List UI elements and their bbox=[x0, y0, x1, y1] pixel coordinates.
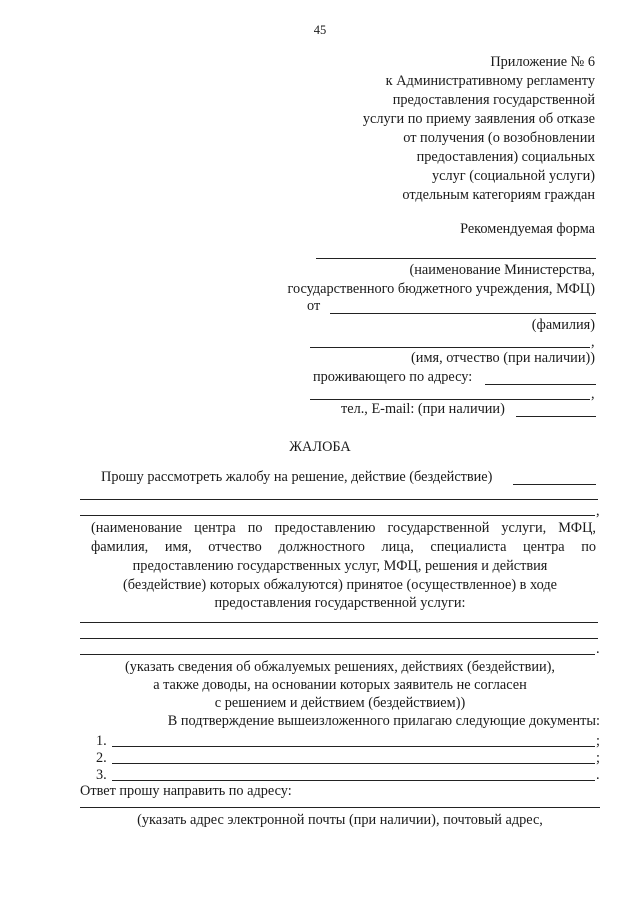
ministry-caption: государственного бюджетного учреждения, МФЦ) bbox=[287, 281, 595, 297]
doc-field-1[interactable] bbox=[112, 746, 595, 747]
semicolon: ; bbox=[596, 750, 600, 766]
address-field[interactable] bbox=[485, 384, 596, 385]
decision-field[interactable] bbox=[80, 622, 598, 623]
surname-field[interactable] bbox=[330, 313, 596, 314]
appendix-line: предоставления) социальных bbox=[416, 149, 595, 165]
center-caption: предоставлению государственных услуг, МФЦ, решения и действия bbox=[132, 558, 548, 574]
form-note: Рекомендуемая форма bbox=[460, 221, 595, 237]
appendix-line: услуги по приему заявления об отказе bbox=[362, 111, 595, 127]
doc-field-2[interactable] bbox=[112, 763, 595, 764]
request-field-3[interactable] bbox=[80, 515, 595, 516]
semicolon: ; bbox=[596, 733, 600, 749]
from-label: от bbox=[307, 298, 321, 314]
doc-item-number: 1. bbox=[96, 733, 107, 749]
appendix-line: предоставления государственной bbox=[392, 92, 595, 108]
appendix-line: к Административному регламенту bbox=[385, 73, 595, 89]
center-caption: предоставления государственной услуги: bbox=[214, 595, 466, 611]
center-caption: (бездействие) которых обжалуются) принятое (осуществленное) в ходе bbox=[123, 577, 557, 593]
decisions-caption: с решением и действием (бездействием)) bbox=[214, 695, 466, 711]
ministry-caption: (наименование Министерства, bbox=[409, 262, 595, 278]
address-field-2[interactable] bbox=[310, 399, 590, 400]
response-address-field[interactable] bbox=[80, 807, 600, 808]
doc-item-number: 3. bbox=[96, 767, 107, 783]
appendix-line: отдельным категориям граждан bbox=[402, 187, 595, 203]
center-caption: (наименование центра по предоставлению государственной услуги, МФЦ, bbox=[91, 520, 596, 536]
center-caption: фамилия, имя, отчество должностного лица, специалиста центра по bbox=[91, 539, 596, 555]
decisions-caption: (указать сведения об обжалуемых решениях, действиях (бездействии), bbox=[124, 659, 556, 675]
phone-field[interactable] bbox=[516, 416, 596, 417]
documents-intro: В подтверждение вышеизложенного прилагаю следующие документы: bbox=[167, 713, 600, 729]
response-label: Ответ прошу направить по адресу: bbox=[80, 783, 292, 799]
surname-caption: (фамилия) bbox=[531, 317, 595, 333]
document-title: ЖАЛОБА bbox=[289, 439, 351, 455]
request-line: Прошу рассмотреть жалобу на решение, действие (бездействие) bbox=[101, 469, 493, 485]
comma: , bbox=[596, 503, 600, 519]
name-caption: (имя, отчество (при наличии)) bbox=[411, 350, 595, 366]
request-field[interactable] bbox=[513, 484, 596, 485]
appendix-line: от получения (о возобновлении bbox=[403, 130, 595, 146]
ministry-name-field[interactable] bbox=[316, 258, 596, 259]
decision-field-3[interactable] bbox=[80, 654, 595, 655]
name-field[interactable] bbox=[310, 347, 590, 348]
appendix-line: Приложение № 6 bbox=[490, 54, 595, 70]
doc-item-number: 2. bbox=[96, 750, 107, 766]
period: . bbox=[596, 641, 600, 657]
address-label: проживающего по адресу: bbox=[313, 369, 473, 385]
request-field-2[interactable] bbox=[80, 499, 598, 500]
page-number: 45 bbox=[313, 23, 327, 37]
address-caption: (указать адрес электронной почты (при наличии), почтовый адрес, bbox=[137, 812, 543, 828]
period: . bbox=[596, 767, 600, 783]
appendix-line: услуг (социальной услуги) bbox=[432, 168, 595, 184]
comma: , bbox=[591, 334, 595, 350]
doc-field-3[interactable] bbox=[112, 780, 595, 781]
phone-label: тел., E-mail: (при наличии) bbox=[341, 401, 505, 417]
decision-field-2[interactable] bbox=[80, 638, 598, 639]
decisions-caption: а также доводы, на основании которых заявитель не согласен bbox=[153, 677, 527, 693]
comma: , bbox=[591, 386, 595, 402]
